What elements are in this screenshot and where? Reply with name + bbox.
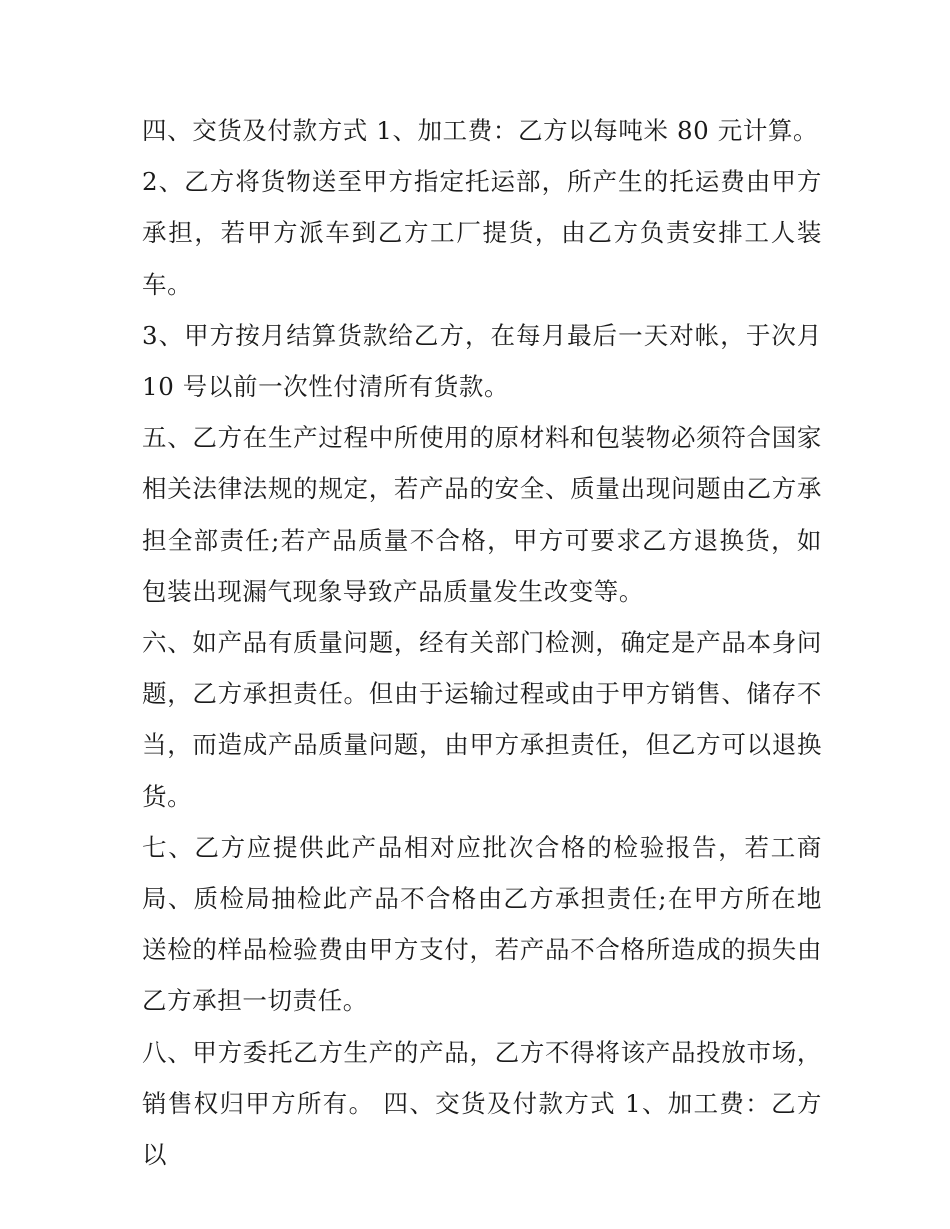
paragraph-sales-rights: 八、甲方委托乙方生产的产品，乙方不得将该产品投放市场，销售权归甲方所有。 四、交货及付款方式 1、加工费：乙方以 xyxy=(142,1037,822,1170)
paragraph-materials-quality: 五、乙方在生产过程中所使用的原材料和包装物必须符合国家相关法律法规的规定，若产品的安全、质量出现问题由乙方承担全部责任;若产品质量不合格，甲方可要求乙方退换货，如包装出现漏气现象导致产品质量发生改变等。 xyxy=(142,423,822,606)
paragraph-shipping: 2、乙方将货物送至甲方指定托运部，所产生的托运费由甲方承担，若甲方派车到乙方工厂提货，由乙方负责安排工人装车。 xyxy=(142,167,822,299)
paragraph-payment-terms: 四、交货及付款方式 1、加工费：乙方以每吨米 80 元计算。 xyxy=(142,116,819,145)
document-body xyxy=(142,105,822,1180)
paragraph-inspection-report: 七、乙方应提供此产品相对应批次合格的检验报告，若工商局、质检局抽检此产品不合格由乙方承担责任;在甲方所在地送检的样品检验费由甲方支付，若产品不合格所造成的损失由乙方承担一切责任。 xyxy=(142,832,822,1016)
paragraph-quality-issues: 六、如产品有质量问题，经有关部门检测，确定是产品本身问题，乙方承担责任。但由于运输过程或由于甲方销售、储存不当，而造成产品质量问题，由甲方承担责任，但乙方可以退换货。 xyxy=(142,628,822,811)
paragraph-settlement: 3、甲方按月结算货款给乙方，在每月最后一天对帐，于次月 10 号以前一次性付清所有货款。 xyxy=(142,320,822,402)
